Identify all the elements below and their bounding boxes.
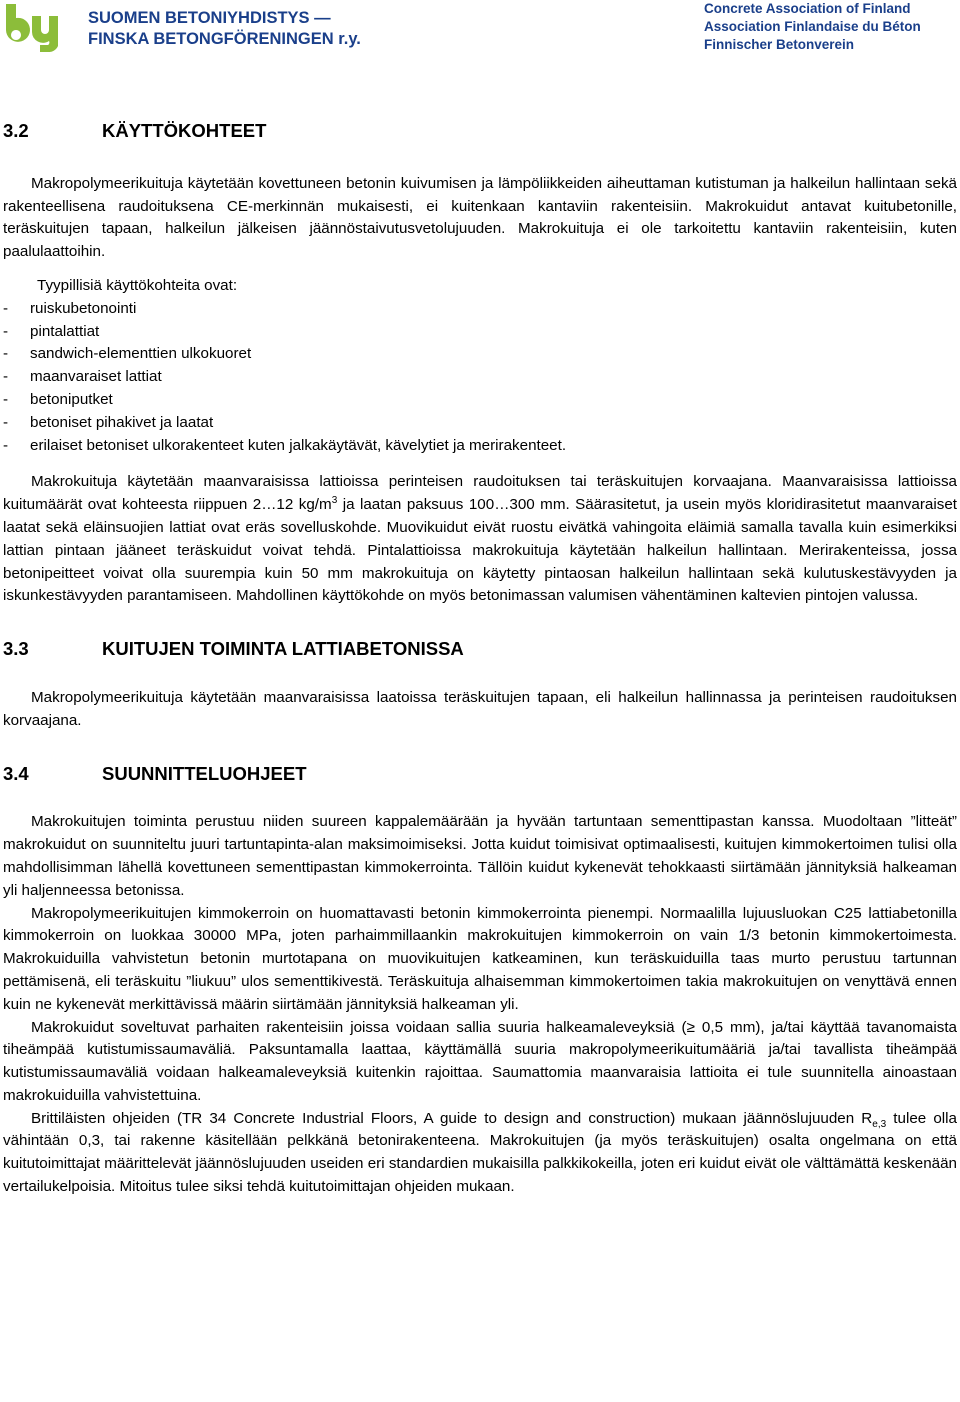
paragraph: Makropolymeerikuituja käytetään maanvaraisissa laatoissa teräskuitujen tapaan, eli halkeilun hallinnassa ja perinteisen raudoituksen korvaajana. — [3, 688, 957, 729]
use-case-list — [3, 298, 957, 458]
document-body — [3, 120, 957, 1199]
org-name-fr: Association Finlandaise du Béton — [704, 19, 921, 34]
section-title: KÄYTTÖKOHTEET — [102, 120, 267, 141]
section-title: SUUNNITTELUOHJEET — [102, 762, 307, 784]
section-heading-3-2 — [3, 120, 957, 143]
organization-names-translated — [704, 0, 921, 54]
subscript: e,3 — [872, 1118, 887, 1130]
list-item: - pintalattiat — [3, 322, 100, 340]
superscript: 3 — [331, 495, 338, 507]
organization-name — [88, 8, 361, 50]
paragraph: Makrokuidut soveltuvat parhaiten rakenteisiin joissa voidaan sallia suuria halkeamaleveyksiä (≥ 0,5 mm), ja/tai käyttää tavanomaista tiheämpää kutistumissaumaväliä. Paksuntamalla laattaa, käyttämällä suuria makropolymeerikuitumääriä ja/tai tavallista tiheämpää kutistumissaumaväliä voidaan halkeamaleveyksiä kuitenkin rajoittaa. Saumattomia maanvaraisia lattioita ei tule suunnitella ainoastaan makrokuiduilla vahvistettuina. — [3, 1018, 957, 1104]
list-intro: Tyypillisiä käyttökohteita ovat: — [37, 276, 238, 294]
org-name-line-1: SUOMEN BETONIYHDISTYS — — [88, 9, 331, 27]
section-heading-3-4 — [3, 763, 957, 786]
list-item: - ruiskubetonointi — [3, 299, 137, 317]
list-item: - betoniset pihakivet ja laatat — [3, 413, 214, 431]
section-number: 3.2 — [3, 120, 29, 141]
section-number: 3.4 — [3, 762, 29, 784]
org-name-de: Finnischer Betonverein — [704, 37, 855, 52]
list-item: - sandwich-elementtien ulkokuoret — [3, 345, 252, 363]
list-item: - betoniputket — [3, 390, 113, 408]
section-number: 3.3 — [3, 638, 29, 660]
page-header — [0, 0, 960, 56]
paragraph: Brittiläisten ohjeiden (TR 34 Concrete Industrial Floors, A guide to design and construction) mukaan jäännöslujuuden $R_{e,3}$ tulee olla vähintään 0,3, tai rakenne käsitellään pelkkänä betonirakenteena. Makrokuitujen (ja myös teräskuitujen) osalta ongelmana on että kuitutoimittajat määrittelevät jäännöslujuuden useiden eri standardien mukaisilla palkkikokeilla, joten eri kuidut eivät ole välttämättä keskenään vertailukelpoisia. Mitoitus tulee siksi tehdä kuitutoimittajan ohjeiden mukaan. — [3, 1109, 957, 1196]
paragraph: Makropolymeerikuituja käytetään kovettuneen betonin kuivumisen ja lämpöliikkeiden aiheuttaman kutistuman ja halkeilun hallintaan sekä rakenteellisena raudoituksena CE-merkinnän mukaisesti, ei kuitenkaan kantaviin rakenteisiin. Makrokuidut antavat kuitubetonille, teräskuitujen tapaan, halkeilun jälkeisen jäännöstaivutusvetolujuuden. Makrokuituja ei ole tarkoitettu kantaviin rakenteisiin, kuten paalulaattoihin. — [3, 174, 957, 261]
paragraph: Makrokuitujen toiminta perustuu niiden suureen kappalemäärään ja hyvään tartuntaan sementtipastan kanssa. Muodoltaan ”litteät” makrokuidut on suunniteltu juuri tartuntapinta-alan maksimoimiseksi. Jotta kuidut toimisivat optimaalisesti, kuitujen kimmokertoimen tulisi olla mahdollisimman lähellä kovettuneen sementtipastan kimmokerrointa. Tällöin kuidut kykenevät tehokkaasti siirtämään jännityksiä halkeaman yli haljenneessa betonissa. — [3, 813, 957, 899]
by-logo-icon — [2, 2, 58, 52]
list-item: - maanvaraiset lattiat — [3, 368, 162, 386]
paragraph: Makropolymeerikuitujen kimmokerroin on huomattavasti betonin kimmokerrointa pienempi. Normaalilla lujuusluokan C25 lattiabetonilla kimmokerroin on luokkaa 30000 MPa, joten parhaimmillaankin makrokuitujen kimmokerroin on vain 1/3 betonin kimmokertoimesta. Makrokuiduilla vahvistetun betonin murtotapana on muovikuitujen katkeaminen, kun teräskuiduilla taas murto perustuu tartunnan pettämisenä, eli teräskuitu ”liukuu” ulos sementtikivestä. Teräskuituja alhaisemman kimmokertoimen takia makrokuitujen on venyttävä ennen kuin ne kykenevät merkittävissä määrin siirtämään jännityksiä halkeaman yli. — [3, 904, 957, 1013]
paragraph: Makrokuituja käytetään maanvaraisissa lattioissa perinteisen raudoituksen tai teräskuitujen korvaajana. Maanvaraisissa lattioissa kuitumäärät ovat kohteesta riippuen 2…12 $kg/m^3$ ja laatan paksuus 100…300 mm. Säärasitetut, ja usein myös kloridirasitetut maanvaraiset laatat sekä eläinsuojien lattiat ovat eräs sovelluskohde. Muovikuidut eivät ruostu eivätkä vahingoita eläimiä samalla tavalla kuin esimerkiksi lattian pintaan jääneet teräskuidut voivat tehdä. Pintalattioissa makrokuituja käytetään halkeilun hallintaan. Merirakenteissa, jossa betonipeitteet voivat olla suurempia kuin 50 mm makrokuituja on käytetty pintaosan halkeilun hallintaan sekä kulutuskestävyyden ja iskunkestävyyden parantamiseen. Mahdollinen käyttökohde on myös betonimassan valumisen vähentäminen kaltevien pintojen valussa. — [3, 473, 957, 605]
list-item: - erilaiset betoniset ulkorakenteet kuten jalkakäytävät, kävelytiet ja merirakenteet. — [3, 436, 567, 454]
org-name-en: Concrete Association of Finland — [704, 1, 911, 16]
section-heading-3-3 — [3, 638, 957, 661]
org-name-line-2: FINSKA BETONGFÖRENINGEN r.y. — [88, 30, 361, 48]
section-title: KUITUJEN TOIMINTA LATTIABETONISSA — [102, 638, 464, 660]
